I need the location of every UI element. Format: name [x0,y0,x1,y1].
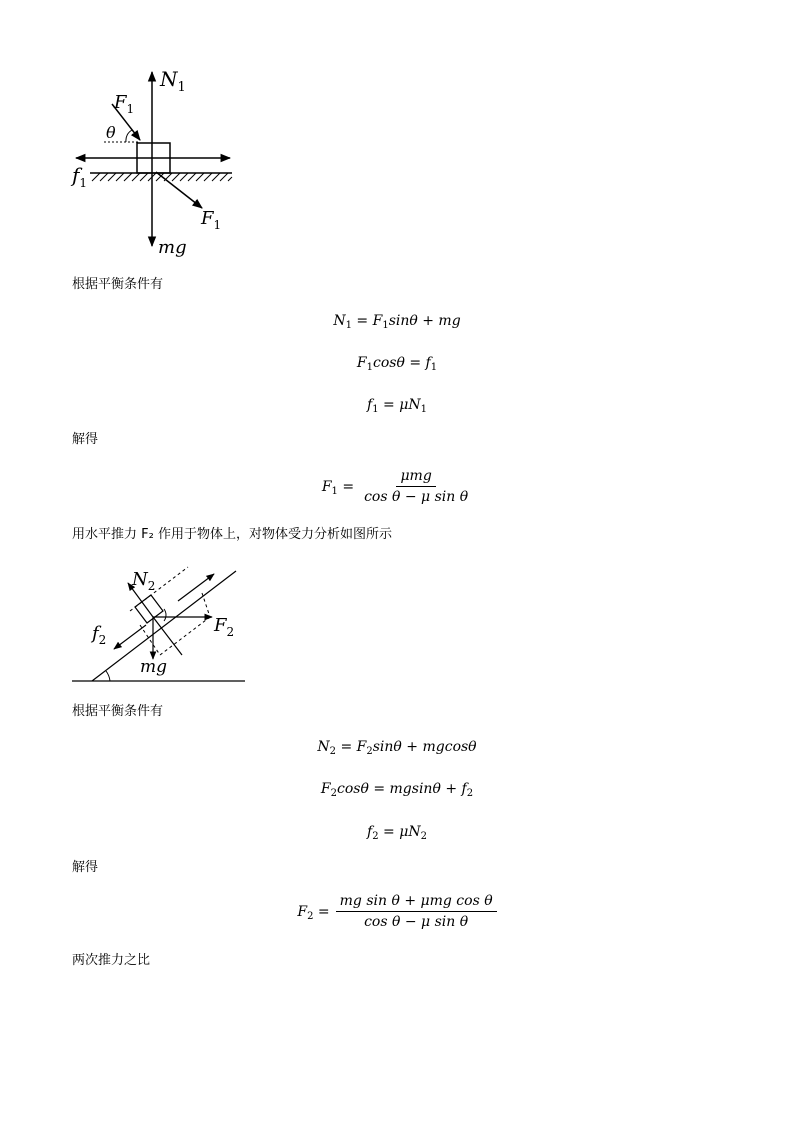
result-f1: $F_1$ = $\frac{\text{μmg}}{\text{cos θ − μ sin θ}}$ [0,468,794,505]
label-friction: $f_1$ [72,163,88,190]
label-f1-bottom: $F_1$ [201,208,222,232]
label-n2: $N_2$ [132,569,156,593]
ratio-text: 两次推力之比 [72,953,151,968]
motion-arrow-up [178,574,214,601]
equation-f2-cos: $F_2\cos\theta = mgsin\theta + f_2$ [320,781,474,799]
condition-text-2: 根据平衡条件有 [72,704,164,719]
applied-force-arrow-bottom [156,172,202,208]
section2-intro: 用水平推力 F₂ 作用于物体上，对物体受力分析如图所示 [72,527,392,542]
result-f1-denominator: cos θ − μ sin θ [364,489,469,505]
solve-text-2: 解得 [72,860,99,875]
equation-n2: $N_2 = F_2\sin\theta + mgcos\theta$ [317,739,477,757]
label-friction-2: $f_2$ [92,623,107,647]
force-diagram-incline [60,555,260,690]
label-weight: mg [158,237,187,258]
equation-n1: $N_1 = F_1\sin\theta$ + mg [333,313,461,331]
force-diagram-horizontal [60,60,260,260]
theta-arc [126,130,132,142]
label-weight-2: mg [140,657,168,677]
equation-f1-cos: $F_1\cos\theta = f_1$ [356,355,438,373]
dashed-line-4 [140,625,160,655]
incline-angle-arc [106,671,110,681]
result-f1-numerator: μmg [396,468,435,487]
result-f2-numerator: mg sin θ + μmg cos θ [336,893,497,912]
condition-text-1: 根据平衡条件有 [72,277,164,292]
equation-friction-1: $f_1 = \mu N_1$ [367,397,427,415]
theta-arc-2 [164,609,166,621]
friction-arrow [114,625,146,649]
solve-text-1: 解得 [72,432,99,447]
result-f2: $F_2$ = $\frac{\text{mg sin θ + μmg cos θ}}{\text{cos θ − μ sin θ}}$ [0,893,794,930]
label-theta: θ [106,123,116,142]
label-f1-top: $F_1$ [114,92,135,116]
equation-friction-2: $f_2 = \mu N_2$ [367,824,427,842]
label-n1: $N_1$ [160,67,186,95]
label-f2-push: $F_2$ [214,615,235,639]
result-f2-denominator: cos θ − μ sin θ [364,914,469,930]
